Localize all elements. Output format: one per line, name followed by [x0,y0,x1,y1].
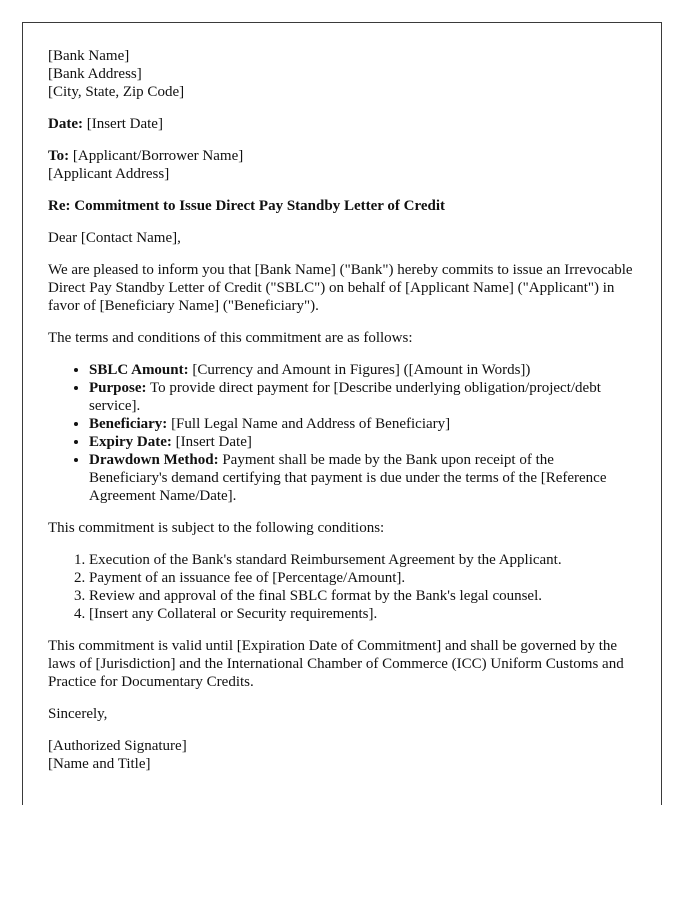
term-text: [Currency and Amount in Figures] ([Amount in Words]) [192,362,531,378]
signature-line: [Authorized Signature] [48,738,187,754]
document-page [22,22,662,805]
term-label: Beneficiary: [89,416,168,432]
list-item: 1. Execution of the Bank's standard Reimbursement Agreement by the Applicant. [89,551,635,569]
sender-address-block [48,47,635,101]
term-label: Expiry Date: [89,434,172,450]
date-block [48,115,635,133]
date-placeholder: [Insert Date] [86,116,163,132]
list-item [89,433,635,451]
letter-body [23,23,661,773]
salutation [48,229,635,247]
list-item [89,361,635,379]
list-item: 2. Payment of an issuance fee of [Percentage/Amount]. [89,569,635,587]
intro-paragraph: We are pleased to inform you that [Bank Name] ("Bank") hereby commits to issue an Irrevocable Direct Pay Standby Letter of Credit ("SBLC") on behalf of [Applicant Name] ("Applicant") in favor of [Beneficiary Name] ("Beneficiary"). [48,262,633,314]
sender-address-line-2: [Bank Address] [48,66,142,82]
closing-text: Sincerely, [48,706,108,722]
sender-address-line-1: [Bank Name] [48,48,130,64]
salutation-text: Dear [Contact Name], [48,230,181,246]
list-item [89,451,635,505]
sender-address-line-3: [City, State, Zip Code] [48,84,185,100]
list-item [89,415,635,433]
conditions-lead-in: This commitment is subject to the following conditions: [48,520,385,536]
recipient-label: To: [48,148,70,164]
list-item: 4. [Insert any Collateral or Security requirements]. [89,605,635,623]
terms-list [48,361,635,505]
term-text: To provide direct payment for [Describe underlying obligation/project/debt service]. [89,380,601,414]
terms-lead-in: The terms and conditions of this commitment are as follows: [48,330,413,346]
date-label: Date: [48,116,83,132]
recipient-name: [Applicant/Borrower Name] [72,148,244,164]
signature-block [48,737,635,773]
closing [48,705,635,723]
term-text: [Insert Date] [175,434,252,450]
subject-line [48,197,635,215]
term-label: Purpose: [89,380,147,396]
recipient-block [48,147,635,183]
subject-text: Re: Commitment to Issue Direct Pay Standby Letter of Credit [48,198,446,214]
term-text: [Full Legal Name and Address of Beneficiary] [171,416,451,432]
list-item: 3. Review and approval of the final SBLC format by the Bank's legal counsel. [89,587,635,605]
validity-paragraph: This commitment is valid until [Expiration Date of Commitment] and shall be governed by the laws of [Jurisdiction] and the International Chamber of Commerce (ICC) Uniform Customs and Practice for Documentary Credits. [48,638,624,690]
conditions-list [48,551,635,623]
recipient-name-line [48,147,635,165]
term-label: Drawdown Method: [89,452,219,468]
list-item [89,379,635,415]
recipient-address: [Applicant Address] [48,166,170,182]
signature-name-title: [Name and Title] [48,756,151,772]
term-text: Payment shall be made by the Bank upon receipt of the Beneficiary's demand certifying that payment is due under the terms of the [Reference Agreement Name/Date]. [89,452,607,504]
term-label: SBLC Amount: [89,362,189,378]
